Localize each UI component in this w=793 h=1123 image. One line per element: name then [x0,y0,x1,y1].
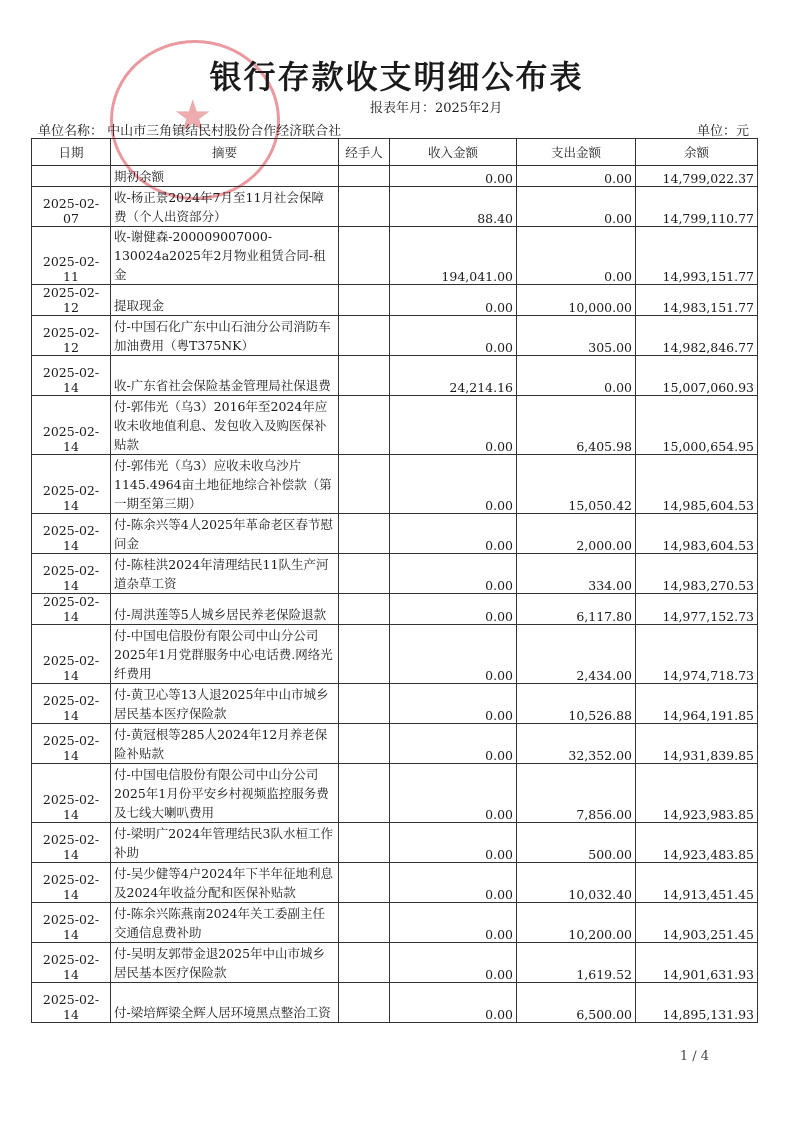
cell-expense: 2,434.00 [517,625,636,684]
cell-income: 0.00 [390,166,517,187]
cell-handler [339,554,390,594]
cell-handler [339,187,390,227]
cell-date: 2025-02-07 [32,187,111,227]
cell-description: 付-周洪莲等5人城乡居民养老保险退款 [111,594,339,625]
cell-date: 2025-02-14 [32,514,111,554]
cell-balance: 14,913,451.45 [636,863,758,903]
cell-description: 付-中国石化广东中山石油分公司消防车加油费用（粤T375NK） [111,316,339,356]
cell-handler [339,316,390,356]
cell-handler [339,227,390,285]
cell-expense: 10,200.00 [517,903,636,943]
cell-balance: 14,923,983.85 [636,764,758,823]
cell-income: 0.00 [390,823,517,863]
cell-expense: 305.00 [517,316,636,356]
cell-description: 付-黄冠根等285人2024年12月养老保险补贴款 [111,724,339,764]
cell-handler [339,625,390,684]
cell-description: 付-郭伟光（乌3）2016年至2024年应收未收地值利息、发包收入及购医保补贴款 [111,396,339,455]
cell-handler [339,764,390,823]
table-row [32,943,758,983]
cell-description: 付-中国电信股份有限公司中山分公司2025年1月份平安乡村视频监控服务费及七线大喇叭费用 [111,764,339,823]
cell-description: 付-陈余兴等4人2025年革命老区春节慰问金 [111,514,339,554]
cell-date: 2025-02-14 [32,863,111,903]
table-row [32,594,758,625]
cell-balance: 14,964,191.85 [636,684,758,724]
cell-handler [339,396,390,455]
cell-income: 0.00 [390,903,517,943]
seal-star-icon: ★ [173,91,213,142]
cell-income: 88.40 [390,187,517,227]
cell-balance: 14,974,718.73 [636,625,758,684]
cell-expense: 1,619.52 [517,943,636,983]
cell-description: 期初余额 [111,166,339,187]
cell-handler [339,983,390,1023]
cell-handler [339,514,390,554]
cell-expense: 7,856.00 [517,764,636,823]
cell-description: 付-中国电信股份有限公司中山分公司2025年1月党群服务中心电话费.网络光纤费用 [111,625,339,684]
currency-unit: 单位：元 [696,124,749,139]
cell-balance: 14,923,483.85 [636,823,758,863]
cell-description: 收-广东省社会保险基金管理局社保退费 [111,356,339,396]
cell-expense: 0.00 [517,356,636,396]
cell-balance: 14,983,151.77 [636,285,758,316]
cell-date: 2025-02-14 [32,823,111,863]
cell-balance: 15,007,060.93 [636,356,758,396]
cell-date: 2025-02-14 [32,724,111,764]
report-period: 报表年月：2025年2月 [370,101,503,116]
cell-date: 2025-02-14 [32,764,111,823]
table-row [32,396,758,455]
page-number: 1 / 4 [679,1049,709,1064]
cell-income: 0.00 [390,724,517,764]
table-row [32,823,758,863]
ledger-table [31,138,758,1023]
unit-name: 单位名称： 中山市三角镇结民村股份合作经济联合社 [38,124,342,139]
table-row [32,684,758,724]
cell-income: 0.00 [390,863,517,903]
cell-date [32,166,111,187]
table-row [32,356,758,396]
cell-date: 2025-02-12 [32,316,111,356]
cell-date: 2025-02-14 [32,554,111,594]
cell-income: 0.00 [390,684,517,724]
table-row [32,863,758,903]
cell-date: 2025-02-14 [32,684,111,724]
cell-handler [339,943,390,983]
cell-balance: 14,977,152.73 [636,594,758,625]
cell-expense: 32,352.00 [517,724,636,764]
cell-description: 付-陈桂洪2024年清理结民11队生产河道杂草工资 [111,554,339,594]
cell-description: 付-郭伟光（乌3）应收未收乌沙片1145.4964亩土地征地综合补偿款（第一期至第三期） [111,455,339,514]
cell-income: 0.00 [390,514,517,554]
cell-balance: 15,000,654.95 [636,396,758,455]
cell-income: 0.00 [390,285,517,316]
cell-date: 2025-02-14 [32,903,111,943]
cell-handler [339,903,390,943]
header-handler: 经手人 [339,139,390,166]
cell-date: 2025-02-14 [32,594,111,625]
cell-expense: 6,117.80 [517,594,636,625]
cell-description: 付-黄卫心等13人退2025年中山市城乡居民基本医疗保险款 [111,684,339,724]
header-date: 日期 [32,139,111,166]
cell-balance: 14,983,604.53 [636,514,758,554]
cell-description: 收-谢健森-200009007000-130024a2025年2月物业租赁合同-租金 [111,227,339,285]
table-row [32,724,758,764]
cell-date: 2025-02-11 [32,227,111,285]
cell-income: 0.00 [390,943,517,983]
cell-description: 收-杨正景2024年7月至11月社会保障费（个人出资部分） [111,187,339,227]
cell-income: 0.00 [390,396,517,455]
cell-expense: 10,032.40 [517,863,636,903]
cell-handler [339,594,390,625]
table-row [32,514,758,554]
cell-income: 0.00 [390,316,517,356]
ledger-body [32,166,758,1023]
cell-expense: 334.00 [517,554,636,594]
cell-date: 2025-02-14 [32,625,111,684]
cell-expense: 0.00 [517,187,636,227]
table-row [32,554,758,594]
cell-income: 0.00 [390,455,517,514]
header-description: 摘要 [111,139,339,166]
cell-description: 付-吴少健等4户2024年下半年征地利息及2024年收益分配和医保补贴款 [111,863,339,903]
cell-income: 0.00 [390,764,517,823]
table-row [32,187,758,227]
cell-expense: 2,000.00 [517,514,636,554]
table-row [32,983,758,1023]
cell-date: 2025-02-14 [32,356,111,396]
cell-handler [339,285,390,316]
cell-description: 付-梁明广2024年管理结民3队水桓工作补助 [111,823,339,863]
table-row [32,316,758,356]
header-expense: 支出金额 [517,139,636,166]
cell-handler [339,823,390,863]
cell-balance: 14,983,270.53 [636,554,758,594]
cell-expense: 10,000.00 [517,285,636,316]
table-row [32,227,758,285]
cell-handler [339,356,390,396]
cell-handler [339,455,390,514]
cell-income: 0.00 [390,625,517,684]
cell-date: 2025-02-12 [32,285,111,316]
table-row [32,764,758,823]
header-balance: 余额 [636,139,758,166]
cell-handler [339,684,390,724]
cell-handler [339,863,390,903]
table-row [32,455,758,514]
cell-handler [339,166,390,187]
cell-balance: 14,799,110.77 [636,187,758,227]
cell-handler [339,724,390,764]
cell-income: 0.00 [390,983,517,1023]
table-row [32,625,758,684]
cell-income: 194,041.00 [390,227,517,285]
cell-expense: 6,500.00 [517,983,636,1023]
table-row [32,166,758,187]
cell-description: 付-梁培辉梁全辉人居环境黑点整治工资 [111,983,339,1023]
cell-income: 0.00 [390,594,517,625]
cell-balance: 14,903,251.45 [636,903,758,943]
cell-income: 0.00 [390,554,517,594]
cell-description: 付-陈余兴陈燕南2024年关工委副主任交通信息费补助 [111,903,339,943]
cell-date: 2025-02-14 [32,396,111,455]
cell-date: 2025-02-14 [32,943,111,983]
cell-balance: 14,982,846.77 [636,316,758,356]
cell-date: 2025-02-14 [32,455,111,514]
table-row [32,285,758,316]
cell-balance: 14,799,022.37 [636,166,758,187]
cell-balance: 14,895,131.93 [636,983,758,1023]
cell-expense: 500.00 [517,823,636,863]
cell-expense: 6,405.98 [517,396,636,455]
table-header-row [32,139,758,166]
cell-date: 2025-02-14 [32,983,111,1023]
cell-expense: 15,050.42 [517,455,636,514]
table-row [32,903,758,943]
cell-balance: 14,993,151.77 [636,227,758,285]
cell-balance: 14,931,839.85 [636,724,758,764]
cell-expense: 10,526.88 [517,684,636,724]
cell-description: 提取现金 [111,285,339,316]
document-title: 银行存款收支明细公布表 [209,58,584,96]
cell-income: 24,214.16 [390,356,517,396]
header-income: 收入金额 [390,139,517,166]
cell-expense: 0.00 [517,166,636,187]
cell-balance: 14,985,604.53 [636,455,758,514]
cell-expense: 0.00 [517,227,636,285]
cell-description: 付-吴明友郭带金退2025年中山市城乡居民基本医疗保险款 [111,943,339,983]
cell-balance: 14,901,631.93 [636,943,758,983]
